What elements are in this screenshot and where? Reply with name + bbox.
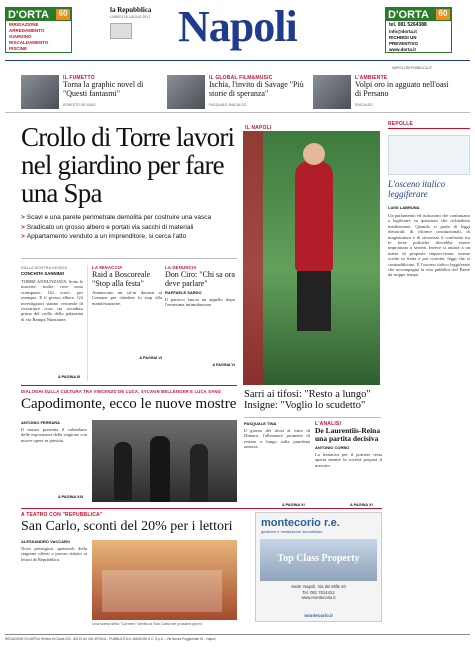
mid-kicker: LA DENUNCIA	[165, 265, 197, 270]
sport-rule	[244, 417, 381, 418]
teaser-kicker: IL GLOBAL FILM&MUSIC	[209, 75, 273, 81]
sidebar-kicker: REPOLLE	[388, 121, 470, 129]
teatro-title[interactable]: San Carlo, sconti del 20% per i lettori	[21, 519, 233, 534]
property-ad[interactable]	[255, 512, 382, 622]
lead-byline: DALLA NOSTRA INVIATA	[21, 265, 68, 270]
sidebar-illustration	[388, 135, 470, 175]
right-ad-tel: tel. 081 5264388	[389, 22, 427, 28]
culture-title[interactable]: Capodimonte, ecco le nuove mostre	[21, 396, 237, 412]
paper-name: la Repubblica	[110, 6, 152, 14]
right-ad[interactable]	[385, 7, 452, 53]
mid-author: RAFFAELE SARDO	[165, 290, 202, 295]
ad-brand: montecorio r.e.	[261, 517, 340, 529]
ad-footer: montecorio.it	[304, 613, 333, 618]
sport-photo	[243, 131, 380, 385]
ad-image	[260, 539, 377, 581]
sport-right-author: ANTONIO CORBO	[315, 445, 350, 450]
sidebar-body: Un parlamento ed istituzioni che continuano a legiferare su questioni che richiedono meditazione. Quando si parla di leggi elettorali, di riforme costituzionali, di magistratura e di sicurezza il confronto tra le forze politiche dovrebbe essere improntato a serietà. Invece si assiste a un teatro di proposte improvvisate, norme scritte in fretta e poi corrette, leggi che si contraddicono. È l'osceno italico leggiferare che accompagna la vita pubblica del Paese da troppo tempo.	[388, 213, 470, 278]
culture-kicker: DIALOGHI SULLA CULTURA TRA VINCENZO DE LUCA, SYLVAIN BELLENGER E LUCA SANG	[21, 389, 222, 394]
teaser-byline: RAICALDO	[355, 103, 373, 107]
sport-left-author: PASQUALE TINA	[244, 421, 277, 426]
right-ad-year: 60	[436, 9, 450, 20]
footer-rule	[5, 634, 470, 635]
sport-title[interactable]: Sarri ai tifosi: "Resto a lungo" Insigne: "Voglio lo scudetto"	[244, 389, 371, 411]
mid-story[interactable]	[92, 265, 162, 380]
right-ad-line: PREVENTIVO	[389, 41, 419, 46]
lead-bullet	[21, 213, 237, 223]
sport-right-body: La trattativa per il portiere resta aperta mentre la società prepara il mercato.	[315, 452, 382, 468]
lead-cont[interactable]: A PAGINA III	[58, 375, 81, 379]
sidebar-title[interactable]: L'osceno italico leggiferare	[388, 179, 446, 199]
ad-line: www.montecorio.it	[301, 595, 336, 600]
sport-left-cont[interactable]: A PAGINA XI	[282, 503, 305, 507]
teaser-photo	[21, 75, 59, 109]
ad-line: Tel. 081 7614412	[302, 589, 335, 595]
teaser[interactable]	[21, 75, 161, 109]
left-ad-year: 60	[56, 9, 70, 20]
bullet-marker-icon: >	[21, 223, 25, 231]
teatro-body: Nove prestigiosi spettacoli della stagione offerti a prezzo ridotto ai lettori di Repubblica.	[21, 546, 87, 562]
culture-body: Il museo presenta il calendario delle esposizioni della stagione con nuove opere in prestito.	[21, 427, 87, 443]
left-ad[interactable]	[5, 7, 72, 53]
lead-author: CONCHITA SANNINO	[21, 271, 65, 276]
city-title: Napoli	[178, 2, 297, 51]
teaser-title[interactable]: Torna la graphic novel di "Questi fantasmi"	[63, 80, 144, 98]
edition-url: NAPOLI.REPUBBLICA.IT	[392, 66, 433, 70]
sidebar-author: LUIGI LABRUNA	[388, 205, 420, 210]
mid-cont[interactable]: A PAGINA VI	[139, 356, 162, 360]
left-ad-line: IRRIGAZIONE	[9, 22, 39, 27]
teatro-caption: Una scena della "Carmen" diretta al San Carlo nei prossimi giorni	[92, 622, 202, 626]
ad-line: Sede: Napoli, Via dei Mille 40	[291, 584, 346, 589]
teaser[interactable]	[167, 75, 307, 109]
right-ad-line: RICHIEDI UN	[389, 35, 417, 40]
sport-right-title[interactable]: De Laurentiis-Reina una partita decisiva	[315, 426, 381, 443]
culture-rule	[21, 385, 237, 386]
teaser-photo	[167, 75, 205, 109]
bullet-marker-icon: >	[21, 233, 25, 240]
teaser-rule	[5, 112, 470, 113]
footer-text: REDAZIONE DI NAPOLI Riviera di Chiaia 215 - 80121 tel. 081 4978111 - PUBBLICITÀ A. MANZONI & C. S.p.A. - Via Nuova Poggioreale 61 - Napoli	[5, 637, 216, 641]
mid-cont[interactable]: A PAGINA VI	[212, 363, 235, 367]
sport-right-cont[interactable]: A PAGINA XI	[350, 503, 373, 507]
sport-left-body: Il giorno dei tifosi al ritiro di Dimaro, l'allenatore promette di restare a lungo sulla panchina azzurra.	[244, 428, 310, 450]
culture-photo	[92, 420, 237, 502]
lead-bullet-text: Scavi e una parete perimetrale demolita per costruire una vasca	[26, 214, 212, 221]
sport-right-kicker: L'ANALISI	[315, 421, 342, 427]
lead-rule	[21, 258, 237, 259]
teaser-photo	[313, 75, 351, 109]
lead-bullet	[21, 223, 237, 233]
mid-title[interactable]: Don Ciro: "Chi sa ora deve parlare"	[165, 270, 235, 288]
mid-kicker: LA MINACCIA	[92, 265, 123, 270]
teaser-kicker: IL FUMETTO	[63, 75, 95, 81]
left-ad-line: PISCINE	[9, 46, 28, 51]
right-ad-brand: D'ORTA	[386, 8, 451, 21]
mid-body: Il parroco lancia un appello dopo l'ennesima intimidazione.	[165, 297, 235, 308]
lead-body: TORRE ANNUNZIATA. Sotto le macerie, molte cose sono scomparse. Gli scavi, per esempio. E il grosso albero. Gli investigatori stanno cercando di ricostruire cosa sia accaduto prima del crollo della palazzina di via Rampa Nunziante.	[21, 279, 83, 322]
teaser[interactable]	[313, 75, 453, 109]
lead-bullets	[21, 213, 237, 242]
teatro-author: ALESSANDRO VACCARO	[21, 539, 71, 544]
right-ad-line: info@dorta.it	[389, 29, 417, 34]
ad-tagline: gestione e mediazione immobiliare	[261, 529, 323, 534]
teatro-kicker: A TEATRO CON "REPUBBLICA"	[21, 512, 103, 518]
lead-title[interactable]: Crollo di Torre lavori nel giardino per fare una Spa	[21, 122, 235, 208]
teaser-kicker: L'AMBIENTE	[355, 75, 388, 81]
bullet-marker-icon: >	[21, 214, 25, 221]
sidebar	[388, 121, 470, 631]
lead-bullet-text: Sradicato un grosso albero e portati via sacchi di materiali	[26, 223, 194, 231]
culture-cont[interactable]: A PAGINA XIII	[58, 495, 83, 499]
ad-title: Top Class Property	[277, 553, 360, 564]
mid-title[interactable]: Raid a Boscoreale "Stop alla festa"	[92, 270, 151, 288]
sport-kicker: IL NAPOLI	[245, 125, 272, 131]
lead-col-rule	[87, 265, 88, 381]
teaser-title[interactable]: Ischia, l'invito di Savage "Più storie di speranza"	[209, 80, 304, 98]
masthead-badge	[110, 23, 132, 39]
masthead-center	[110, 6, 170, 56]
mid-body: Annunciato un sit-in davanti al Comune per chiedere lo stop alla manifestazione.	[92, 290, 162, 306]
teatro-rule	[21, 508, 382, 509]
lead-bullet-text: Appartamento venduto a un imprenditore, si cerca l'atto	[26, 233, 187, 240]
masthead-rule	[5, 60, 470, 61]
issue-date: LUNEDÌ 18 LUGLIO 2017	[110, 15, 151, 19]
teaser-byline: ERNESTO DE MAIO	[63, 103, 96, 107]
lead-bullet	[21, 232, 237, 242]
left-ad-line: ARREDAMENTO GIARDINO	[9, 28, 45, 39]
left-ad-line: RISCALDAMENTO	[9, 40, 49, 45]
teaser-title[interactable]: Volpi oro in agguato nell'oasi di Persano	[355, 80, 449, 98]
right-ad-line: www.dorta.it	[389, 47, 416, 52]
teatro-photo	[92, 540, 237, 620]
mid-story[interactable]	[165, 265, 235, 380]
teaser-byline: PASQUALE RAICALDO	[209, 103, 247, 107]
left-ad-brand: D'ORTA	[6, 8, 71, 21]
culture-author: ANTONIO FERRARA	[21, 420, 61, 425]
